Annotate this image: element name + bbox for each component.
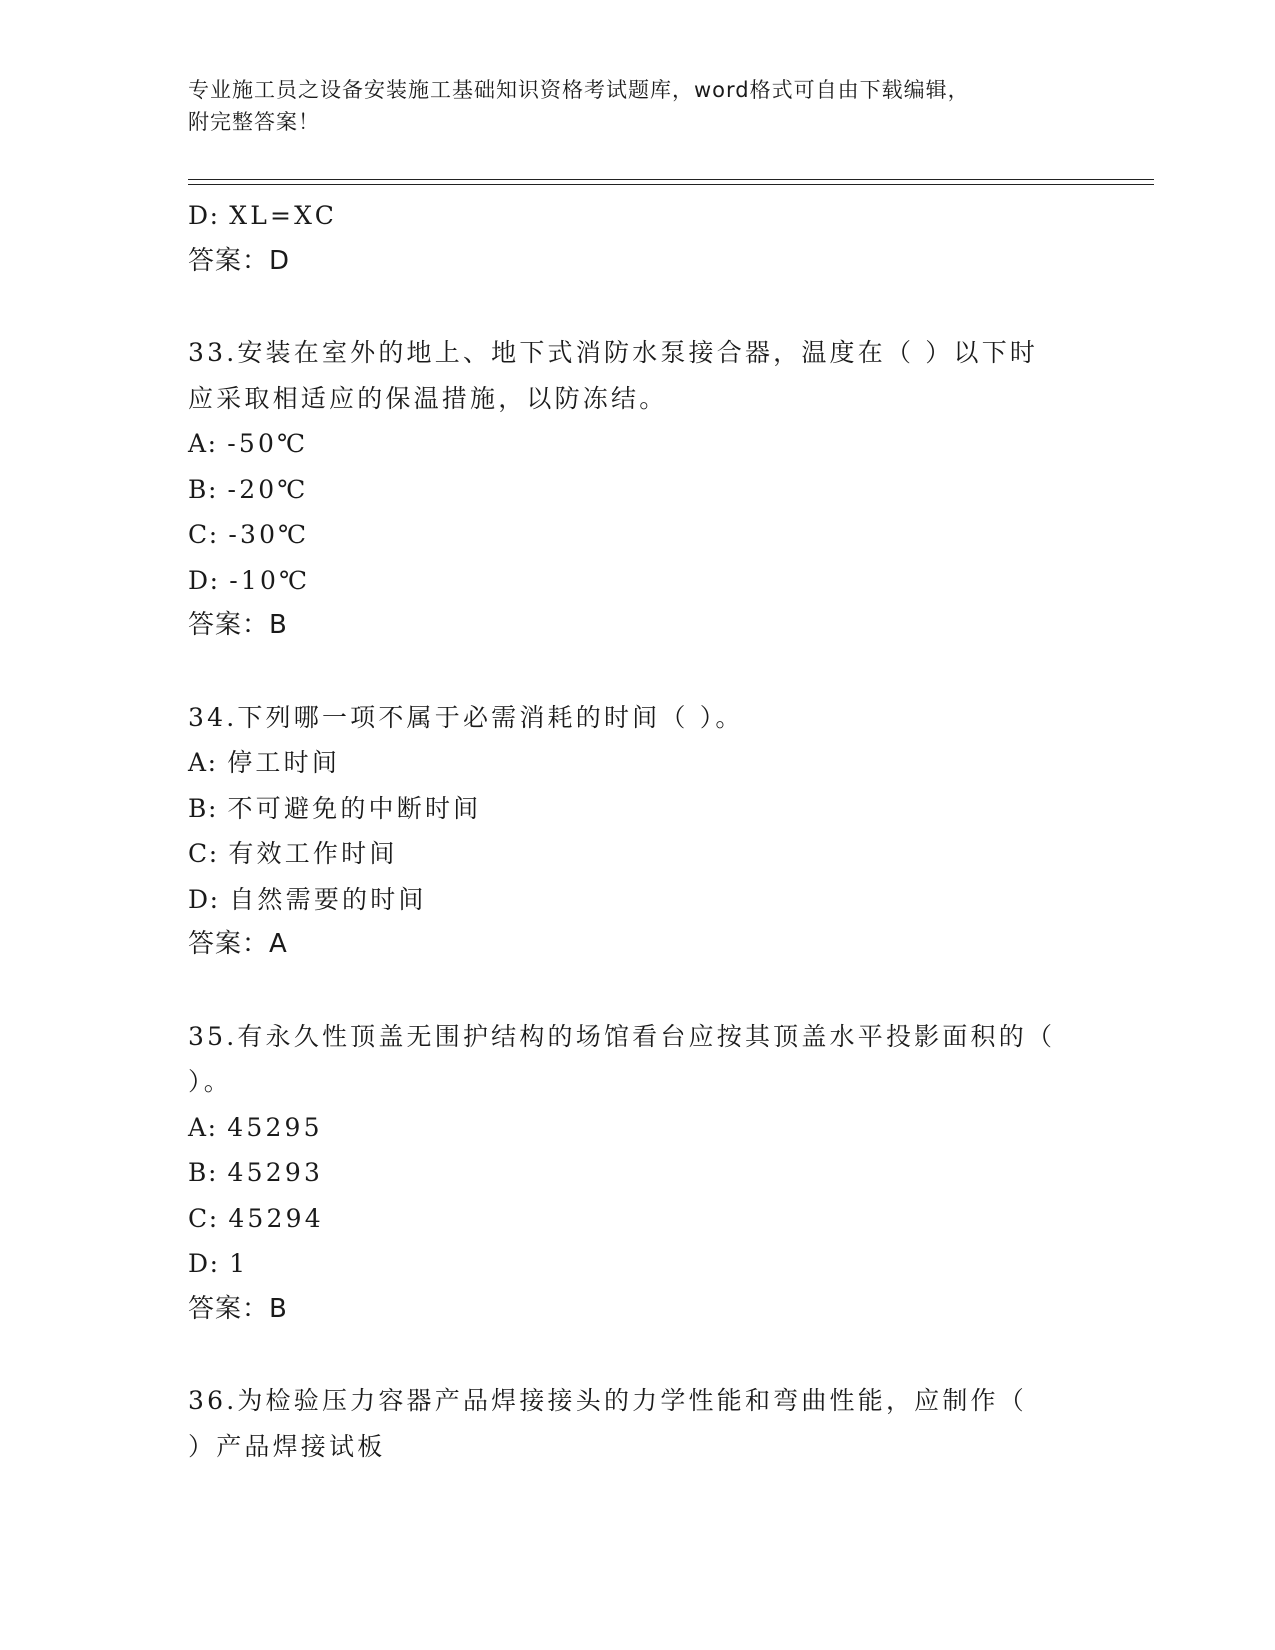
option-value: 不可避免的中断时间 bbox=[227, 793, 482, 823]
option-label: D: bbox=[188, 201, 220, 230]
option-label: A: bbox=[188, 429, 218, 458]
question-36 bbox=[188, 1378, 1088, 1469]
spacer bbox=[188, 1332, 1088, 1378]
option-label: C: bbox=[188, 520, 219, 549]
option-a bbox=[188, 740, 1088, 786]
option-value: 自然需要的时间 bbox=[229, 884, 427, 914]
question-35 bbox=[188, 1014, 1088, 1333]
option-a bbox=[188, 1105, 1088, 1151]
option-b bbox=[188, 786, 1088, 832]
option-value: -10℃ bbox=[229, 565, 311, 595]
option-value: XL=XC bbox=[229, 201, 338, 230]
page-header bbox=[188, 74, 1088, 138]
spacer bbox=[188, 649, 1088, 695]
question-stem-line: ）产品焊接试板 bbox=[188, 1431, 386, 1461]
question-34 bbox=[188, 695, 1088, 968]
option-value: 1 bbox=[229, 1249, 249, 1278]
question-stem-line: 33.安装在室外的地上、地下式消防水泵接合器，温度在（ ）以下时 bbox=[188, 338, 1039, 367]
answer: 答案：B bbox=[188, 610, 288, 640]
option-b bbox=[188, 467, 1088, 513]
option-label: B: bbox=[188, 1158, 218, 1187]
answer: 答案：A bbox=[188, 929, 288, 959]
option-a bbox=[188, 421, 1088, 467]
option-label: D: bbox=[188, 565, 220, 595]
option-d bbox=[188, 1241, 1088, 1287]
option-value: 停工时间 bbox=[227, 748, 341, 777]
prev-option-d bbox=[188, 193, 1088, 239]
header-rule-top bbox=[188, 179, 1154, 180]
option-d bbox=[188, 558, 1088, 604]
option-c bbox=[188, 831, 1088, 877]
option-value: -30℃ bbox=[228, 520, 310, 549]
option-value: -20℃ bbox=[227, 474, 309, 504]
option-label: B: bbox=[188, 474, 218, 504]
spacer bbox=[188, 284, 1088, 330]
question-stem-line: 36.为检验压力容器产品焊接接头的力学性能和弯曲性能，应制作（ bbox=[188, 1386, 1027, 1415]
question-33 bbox=[188, 330, 1088, 649]
option-c bbox=[188, 512, 1088, 558]
question-stem-line: 35.有永久性顶盖无围护结构的场馆看台应按其顶盖水平投影面积的（ bbox=[188, 1021, 1056, 1051]
question-list bbox=[188, 193, 1088, 1469]
option-c bbox=[188, 1196, 1088, 1242]
option-value: 45293 bbox=[227, 1158, 324, 1187]
header-rule-bottom bbox=[188, 184, 1154, 185]
option-value: 45294 bbox=[228, 1203, 324, 1233]
option-label: A: bbox=[188, 748, 218, 777]
question-stem-line: 34.下列哪一项不属于必需消耗的时间（ ）。 bbox=[188, 702, 744, 732]
option-value: 45295 bbox=[227, 1112, 323, 1142]
option-d bbox=[188, 877, 1088, 923]
question-stem-line: ）。 bbox=[188, 1067, 232, 1096]
header-line-2: 附完整答案！ bbox=[188, 110, 320, 134]
option-label: A: bbox=[188, 1112, 218, 1142]
header-line-1: 专业施工员之设备安装施工基础知识资格考试题库，word格式可自由下载编辑， bbox=[188, 78, 970, 102]
spacer bbox=[188, 968, 1088, 1014]
option-label: D: bbox=[188, 1249, 220, 1278]
answer: 答案：B bbox=[188, 1293, 288, 1324]
option-b bbox=[188, 1150, 1088, 1196]
option-value: 有效工作时间 bbox=[228, 839, 398, 868]
option-label: C: bbox=[188, 839, 219, 868]
question-stem-line: 应采取相适应的保温措施，以防冻结。 bbox=[188, 383, 668, 413]
option-label: B: bbox=[188, 793, 218, 823]
option-value: -50℃ bbox=[227, 429, 309, 458]
option-label: D: bbox=[188, 884, 220, 914]
prev-answer: 答案：D bbox=[188, 245, 291, 276]
option-label: C: bbox=[188, 1203, 219, 1233]
